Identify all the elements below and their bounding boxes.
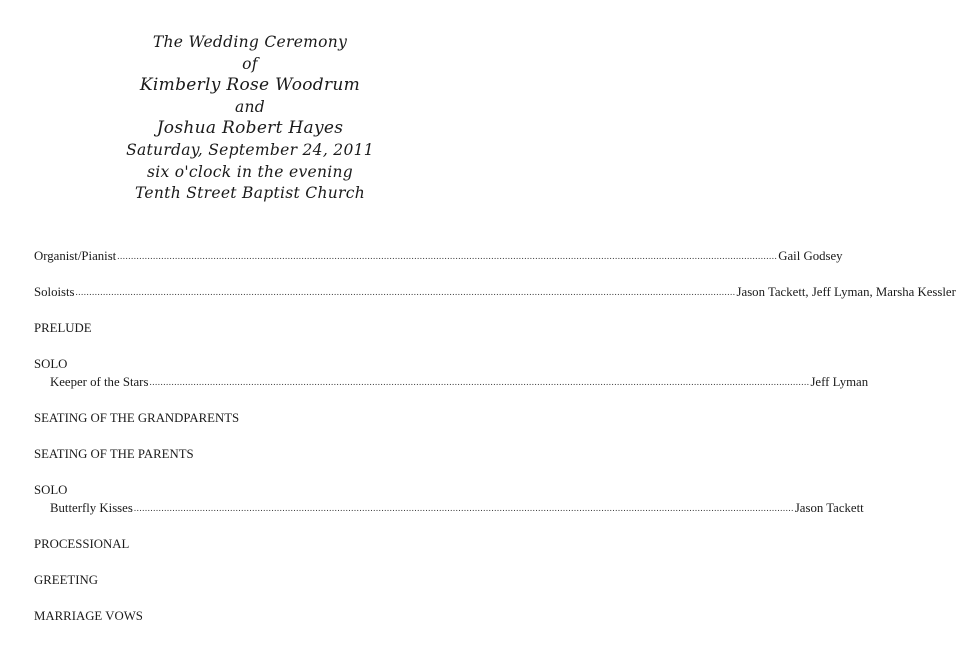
organist-name: Gail Godsey	[778, 249, 843, 263]
header-and: and	[234, 97, 266, 116]
bride-name: Kimberly Rose Woodrum	[139, 75, 361, 96]
processional-heading: PROCESSIONAL	[34, 537, 130, 551]
solo1-heading: SOLO	[34, 357, 68, 371]
greeting-heading: GREETING	[34, 573, 98, 587]
dot-leader: ................................................................................................................................................................................................................................................	[117, 251, 778, 261]
parents-heading: SEATING OF THE PARENTS	[34, 447, 194, 461]
header-of: of	[242, 54, 258, 73]
header-title: The Wedding Ceremony	[152, 33, 348, 51]
soloists-row	[34, 283, 956, 301]
solo2-performer: Jason Tackett	[794, 501, 864, 515]
soloists-label: Soloists	[34, 285, 75, 299]
organist-label: Organist/Pianist	[34, 249, 117, 263]
dot-leader: ................................................................................................................................................................................................................................................	[75, 287, 736, 297]
groom-name: Joshua Robert Hayes	[156, 118, 344, 139]
prelude-heading: PRELUDE	[34, 321, 92, 335]
solo1-song: Keeper of the Stars	[50, 375, 149, 389]
solo1-row	[34, 373, 869, 391]
ceremony-date: Saturday, September 24, 2011	[126, 140, 374, 159]
solo2-heading: SOLO	[34, 483, 68, 497]
soloists-names: Jason Tackett, Jeff Lyman, Marsha Kessler	[736, 285, 956, 299]
ceremony-header	[0, 32, 500, 205]
dot-leader: ................................................................................................................................................................................................................................................	[133, 503, 794, 513]
dot-leader: ................................................................................................................................................................................................................................................	[149, 377, 810, 387]
organist-row	[34, 247, 843, 265]
solo2-song: Butterfly Kisses	[50, 501, 133, 515]
vows-heading: MARRIAGE VOWS	[34, 609, 143, 623]
ceremony-time: six o'clock in the evening	[146, 162, 354, 181]
solo1-performer: Jeff Lyman	[810, 375, 869, 389]
ceremony-venue: Tenth Street Baptist Church	[134, 184, 366, 203]
solo2-row	[34, 499, 864, 517]
program-list	[34, 247, 956, 625]
grandparents-heading: SEATING OF THE GRANDPARENTS	[34, 411, 240, 425]
